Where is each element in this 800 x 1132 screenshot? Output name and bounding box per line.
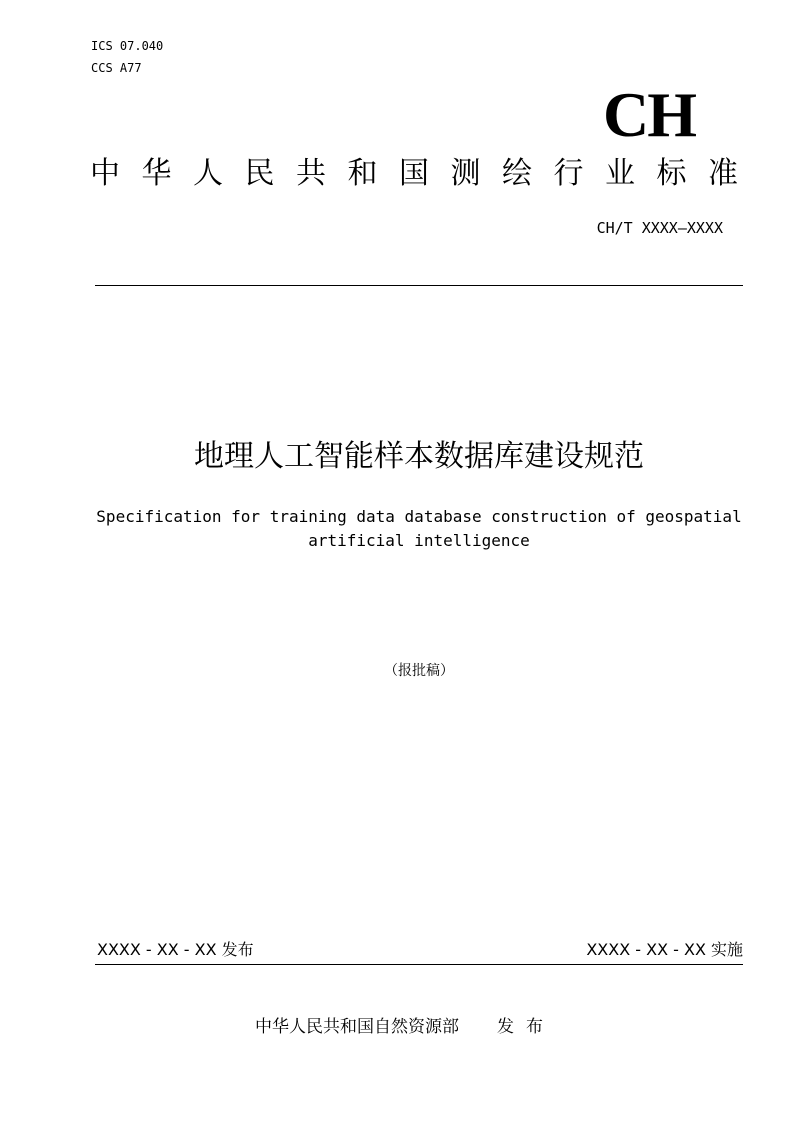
- title-char: 华: [141, 156, 172, 191]
- header-divider: [95, 285, 743, 286]
- ics-code: ICS 07.040: [91, 39, 164, 53]
- issuer-line: [0, 1012, 800, 1037]
- document-title-en: Specification for training data database construction of geospatial artificial intelligence: [96, 507, 742, 550]
- issue-word: 发布: [497, 1017, 555, 1037]
- title-char: 标: [656, 156, 687, 191]
- title-char: 测: [450, 156, 481, 191]
- title-char: 行: [553, 156, 584, 191]
- title-char: 中: [90, 156, 120, 191]
- title-char: 绘: [502, 156, 532, 191]
- standard-category-title: [90, 154, 738, 194]
- title-char: 人: [193, 156, 223, 191]
- document-title-cn: 地理人工智能样本数据库建设规范: [194, 439, 644, 474]
- title-char: 准: [708, 156, 738, 191]
- footer-divider: [95, 964, 743, 965]
- issuer-name: 中华人民共和国自然资源部: [255, 1017, 459, 1037]
- ccs-code: CCS A77: [91, 61, 142, 75]
- draft-stage-label: （报批稿）: [384, 663, 454, 679]
- implementation-date: XXXX - XX - XX 实施: [586, 940, 743, 959]
- ch-logo: CH: [603, 79, 695, 150]
- title-char: 国: [399, 156, 429, 191]
- title-char: 民: [244, 156, 275, 191]
- standard-code: CH/T XXXX—XXXX: [596, 219, 723, 237]
- title-char: 共: [296, 156, 326, 191]
- issue-date: XXXX - XX - XX 发布: [97, 940, 254, 959]
- title-char: 业: [605, 156, 635, 191]
- title-char: 和: [347, 156, 378, 191]
